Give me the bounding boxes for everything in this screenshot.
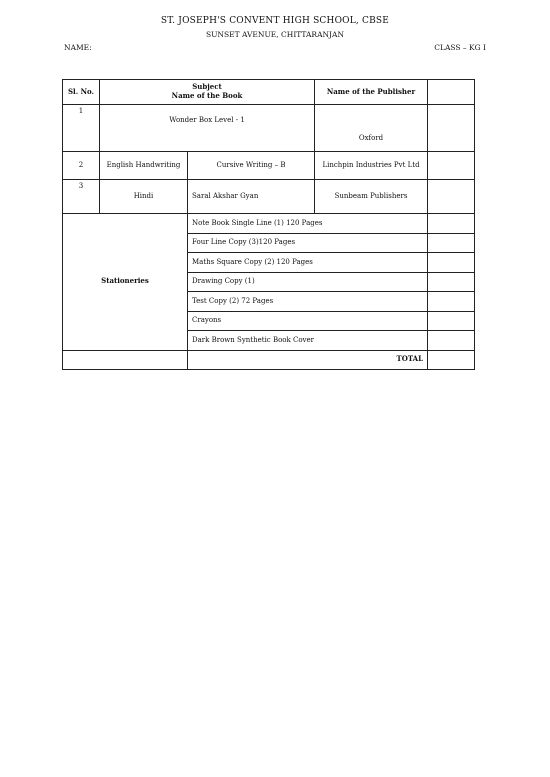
row-subject: Hindi bbox=[100, 180, 188, 214]
row-price-cell bbox=[428, 233, 475, 253]
row-price-cell bbox=[428, 253, 475, 273]
total-row bbox=[63, 350, 475, 369]
school-name: ST. JOSEPH'S CONVENT HIGH SCHOOL, CBSE bbox=[160, 16, 390, 26]
row-price-cell bbox=[428, 311, 475, 331]
stationery-item: Four Line Copy (3)120 Pages bbox=[188, 233, 428, 253]
table-header-row bbox=[63, 80, 475, 105]
header-subject-book bbox=[100, 80, 315, 105]
school-address: SUNSET AVENUE, CHITTARANJAN bbox=[205, 30, 345, 39]
total-label: TOTAL bbox=[188, 350, 428, 369]
header-publisher: Name of the Publisher bbox=[315, 80, 428, 105]
row-price-cell bbox=[428, 272, 475, 292]
name-label: NAME: bbox=[64, 43, 92, 52]
header-subject: Subject bbox=[192, 82, 222, 92]
booklist-table bbox=[62, 79, 475, 370]
row-book-name: Saral Akshar Gyan bbox=[188, 180, 315, 214]
row-price-cell bbox=[428, 105, 475, 152]
row-price-cell bbox=[428, 331, 475, 351]
row-publisher: Sunbeam Publishers bbox=[315, 180, 428, 214]
row-book-name: Wonder Box Level - 1 bbox=[100, 105, 315, 152]
table-row bbox=[63, 152, 475, 180]
row-publisher: Oxford bbox=[315, 105, 428, 152]
stationeries-label: Stationeries bbox=[63, 214, 188, 351]
stationery-row bbox=[63, 214, 475, 234]
class-label: CLASS – KG I bbox=[434, 43, 486, 52]
stationery-item: Maths Square Copy (2) 120 Pages bbox=[188, 253, 428, 273]
header-book-name: Name of the Book bbox=[171, 91, 243, 100]
stationery-item: Note Book Single Line (1) 120 Pages bbox=[188, 214, 428, 234]
stationery-item: Crayons bbox=[188, 311, 428, 331]
row-publisher: Linchpin Industries Pvt Ltd bbox=[315, 152, 428, 180]
total-blank-cell bbox=[63, 350, 188, 369]
header-sl-no: Sl. No. bbox=[63, 80, 100, 105]
row-price-cell bbox=[428, 292, 475, 312]
row-book-name: Cursive Writing – B bbox=[188, 152, 315, 180]
stationery-item: Drawing Copy (1) bbox=[188, 272, 428, 292]
total-value-cell bbox=[428, 350, 475, 369]
header-price-cell bbox=[428, 80, 475, 105]
row-subject: English Handwriting bbox=[100, 152, 188, 180]
row-price-cell bbox=[428, 214, 475, 234]
row-sl-no: 1 bbox=[63, 105, 100, 152]
table-row bbox=[63, 105, 475, 152]
stationery-item: Dark Brown Synthetic Book Cover bbox=[188, 331, 428, 351]
row-price-cell bbox=[428, 152, 475, 180]
stationery-item: Test Copy (2) 72 Pages bbox=[188, 292, 428, 312]
table-row bbox=[63, 180, 475, 214]
row-sl-no: 2 bbox=[63, 152, 100, 180]
row-sl-no: 3 bbox=[63, 180, 100, 214]
row-price-cell bbox=[428, 180, 475, 214]
